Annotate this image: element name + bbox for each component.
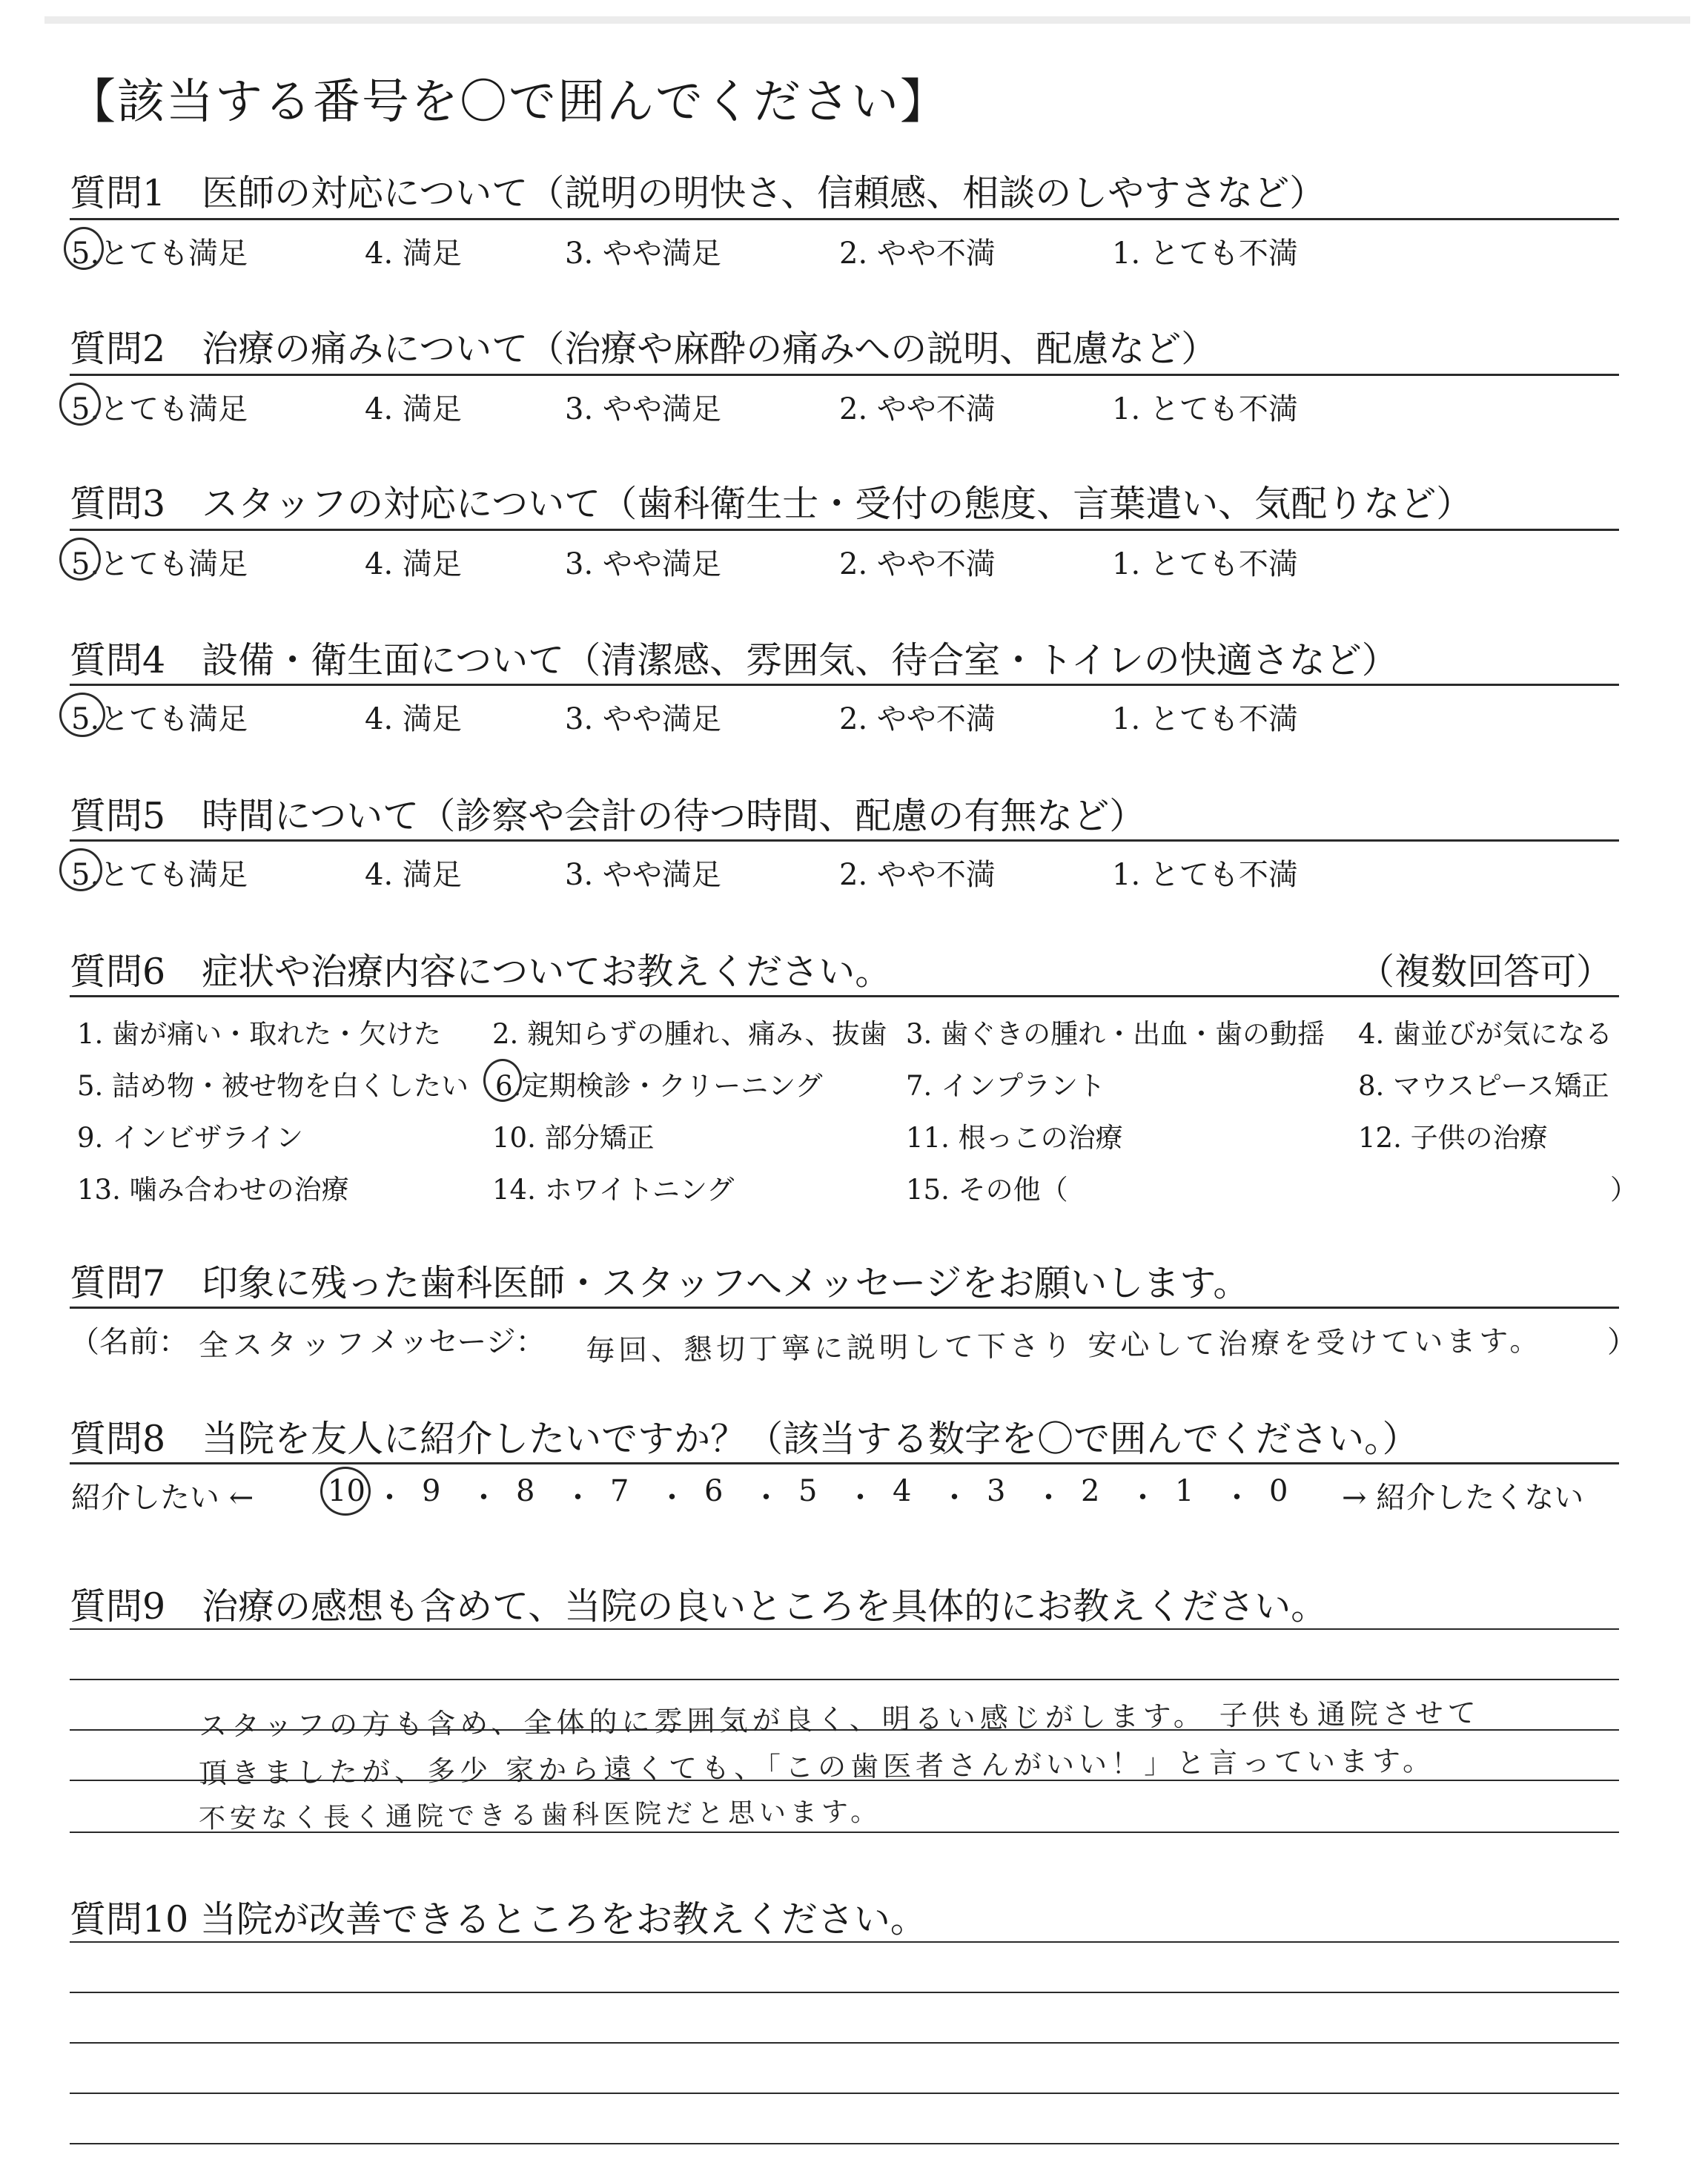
q10-line-4 [70,2093,1619,2094]
q6-option-12[interactable]: 12. 子供の治療 [1358,1122,1548,1154]
q6-option-11[interactable]: 11. 根っこの治療 [906,1122,1123,1154]
q5-option-4[interactable]: 4. 満足 [365,858,462,892]
q5-option-1[interactable]: 1. とても不満 [1112,858,1298,892]
q8-scale-separator: ・ [657,1481,687,1515]
q6-option-2[interactable]: 2. 親知らずの腫れ、痛み、抜歯 [492,1018,887,1050]
q8-scale-separator: ・ [845,1481,875,1515]
q6-selection-circle [483,1059,522,1102]
q1-option-3[interactable]: 3. やや満足 [565,237,721,271]
q6-option-8[interactable]: 8. マウスピース矯正 [1358,1070,1609,1102]
q7-name-value[interactable]: 全スタッフ [198,1327,370,1364]
q8-scale-separator: ・ [1222,1481,1252,1515]
q6-option-4[interactable]: 4. 歯並びが気になる [1358,1018,1613,1050]
q8-scale-separator: ・ [939,1481,970,1515]
q7-close-paren: ） [1607,1325,1637,1359]
question-8-title: 質問8 当院を友人に紹介したいですか？（該当する数字を〇で囲んでください。） [70,1418,1419,1460]
q9-answer-line-2[interactable]: 頂きましたが、多少 家から遠くても、「この歯医者さんがいい！」と言っています。 [198,1744,1436,1790]
q4-option-4[interactable]: 4. 満足 [365,702,462,736]
q3-option-5[interactable]: 5.とても満足 [71,547,248,581]
q6-option-14[interactable]: 14. ホワイトニング [492,1174,735,1206]
question-4-title: 質問4 設備・衛生面について（清潔感、雰囲気、待合室・トイレの快適さなど） [70,639,1398,681]
q6-option-7[interactable]: 7. インプラント [906,1070,1106,1102]
question-1-rule [70,218,1619,220]
q8-scale-separator: ・ [563,1481,593,1515]
q6-option-6[interactable]: 6.定期検診・クリーニング [495,1070,823,1102]
q6-other-close: ） [1610,1174,1638,1206]
q8-right-label: → 紹介したくない [1342,1481,1584,1515]
q2-selection-circle [59,383,101,426]
q4-option-5[interactable]: 5.とても満足 [71,702,248,736]
q1-option-5[interactable]: 5.とても満足 [71,237,248,271]
q8-scale-separator: ・ [1128,1481,1158,1515]
q6-option-5[interactable]: 5. 詰め物・被せ物を白くしたい [77,1070,469,1102]
q8-scale-separator: ・ [374,1481,405,1515]
q2-option-5[interactable]: 5.とても満足 [71,392,248,426]
q10-line-5 [70,2143,1619,2144]
q4-option-3[interactable]: 3. やや満足 [565,702,721,736]
question-2-rule [70,374,1619,376]
question-6-title: 質問6 症状や治療内容についてお教えください。 [70,951,892,993]
question-6-rule [70,995,1619,997]
q6-option-9[interactable]: 9. インビザライン [77,1122,303,1154]
q1-option-2[interactable]: 2. やや不満 [839,237,996,271]
q8-scale-number[interactable]: 9 [422,1474,441,1508]
q3-option-1[interactable]: 1. とても不満 [1112,547,1298,581]
q6-option-13[interactable]: 13. 噛み合わせの治療 [77,1174,349,1206]
q2-option-1[interactable]: 1. とても不満 [1112,392,1298,426]
q6-option-10[interactable]: 10. 部分矯正 [492,1122,655,1154]
q8-left-label: 紹介したい ← [71,1481,254,1515]
q4-option-2[interactable]: 2. やや不満 [839,702,996,736]
q8-scale-number[interactable]: 8 [516,1474,535,1508]
q8-scale-separator: ・ [1033,1481,1064,1515]
q5-option-5[interactable]: 5.とても満足 [71,858,248,892]
question-8-rule [70,1462,1619,1464]
q4-selection-circle [59,693,105,737]
q8-scale-number[interactable]: 10 [328,1474,365,1508]
q1-option-4[interactable]: 4. 満足 [365,237,462,271]
q9-line-1 [70,1628,1619,1630]
q10-line-2 [70,1992,1619,1993]
q8-scale-number[interactable]: 7 [610,1474,629,1508]
question-6-note: （複数回答可） [1358,951,1613,993]
q10-line-1 [70,1941,1619,1943]
q8-scale-number[interactable]: 2 [1081,1474,1100,1508]
q8-scale-number[interactable]: 1 [1175,1474,1194,1508]
q8-scale-number[interactable]: 3 [987,1474,1006,1508]
q6-option-15[interactable]: 15. その他（ [906,1174,1068,1206]
q3-selection-circle [59,538,101,581]
q8-scale-number[interactable]: 6 [704,1474,724,1508]
q7-name-label: （名前： [70,1325,188,1359]
q7-message-value[interactable]: 毎回、懇切丁寧に説明して下さり 安心して治療を受けています。 [585,1324,1543,1368]
q9-answer-line-3[interactable]: 不安なく長く通院できる歯科医院だと思います。 [198,1797,882,1834]
q8-scale-separator: ・ [751,1481,781,1515]
q5-option-2[interactable]: 2. やや不満 [839,858,996,892]
q1-option-1[interactable]: 1. とても不満 [1112,237,1298,271]
question-4-rule [70,684,1619,686]
page-title: 【該当する番号を〇で囲んでください】 [68,75,949,130]
question-5-title: 質問5 時間について（診察や会計の待つ時間、配慮の有無など） [70,795,1146,837]
q5-selection-circle [59,848,102,891]
q8-scale-separator: ・ [469,1481,499,1515]
q4-option-1[interactable]: 1. とても不満 [1112,702,1298,736]
q8-scale-number[interactable]: 5 [798,1474,818,1508]
question-2-title: 質問2 治療の痛みについて（治療や麻酔の痛みへの説明、配慮など） [70,328,1218,370]
page-top-edge [44,16,1690,24]
q3-option-2[interactable]: 2. やや不満 [839,547,996,581]
q2-option-4[interactable]: 4. 満足 [365,392,462,426]
q9-answer-line-1[interactable]: スタッフの方も含め、全体的に雰囲気が良く、明るい感じがします。 子供も通院させて [198,1696,1480,1743]
question-7-rule [70,1307,1619,1309]
question-7-title: 質問7 印象に残った歯科医師・スタッフへメッセージをお願いします。 [70,1262,1250,1304]
q5-option-3[interactable]: 3. やや満足 [565,858,721,892]
question-9-title: 質問9 治療の感想も含めて、当院の良いところを具体的にお教えください。 [70,1585,1328,1628]
q1-selection-circle [64,227,104,270]
q8-selection-circle [320,1467,371,1516]
q3-option-3[interactable]: 3. やや満足 [565,547,721,581]
q8-scale-number[interactable]: 0 [1269,1474,1288,1508]
q2-option-3[interactable]: 3. やや満足 [565,392,721,426]
question-5-rule [70,839,1619,842]
question-3-title: 質問3 スタッフの対応について（歯科衛生士・受付の態度、言葉遣い、気配りなど） [70,483,1473,525]
question-1-title: 質問1 医師の対応について（説明の明快さ、信頼感、相談のしやすさなど） [70,172,1326,214]
q9-line-2 [70,1679,1619,1680]
question-10-title: 質問10 当院が改善できるところをお教えください。 [70,1898,927,1941]
q6-option-1[interactable]: 1. 歯が痛い・取れた・欠けた [77,1018,442,1050]
question-3-rule [70,529,1619,531]
q2-option-2[interactable]: 2. やや不満 [839,392,996,426]
q8-scale-number[interactable]: 4 [893,1474,912,1508]
q3-option-4[interactable]: 4. 満足 [365,547,462,581]
q7-message-label: メッセージ： [369,1325,546,1359]
q6-option-3[interactable]: 3. 歯ぐきの腫れ・出血・歯の動揺 [906,1018,1325,1050]
q10-line-3 [70,2042,1619,2044]
